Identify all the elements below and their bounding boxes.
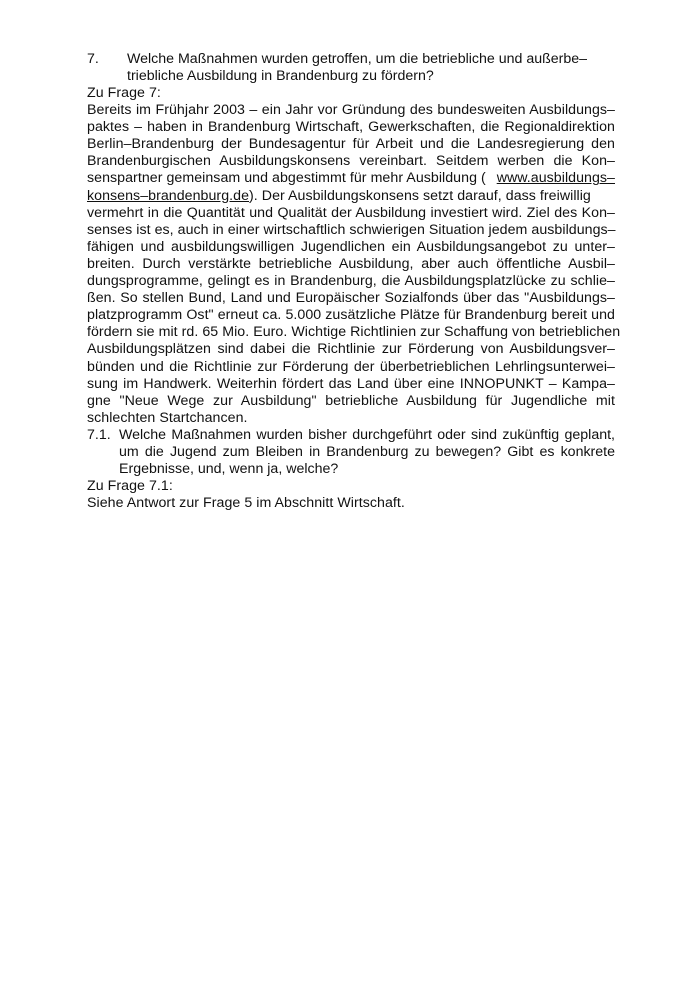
answer-line: [87, 170, 615, 187]
answer-line-text: bünden und die Richtlinie zur Förderung der überbetrieblichen Lehrlingsunterwei–: [87, 358, 615, 375]
answer-line-text: senses ist es, auch in einer wirtschaftlich schwierigen Situation jedem ausbildungs–: [87, 221, 616, 238]
question-line: Ergebnisse, und, wenn ja, welche?: [119, 461, 339, 478]
question-line: [119, 444, 615, 461]
answer-line: [87, 222, 615, 239]
question-line: [127, 51, 615, 68]
question-7: [87, 51, 615, 85]
answer-heading: Zu Frage 7:: [87, 85, 161, 101]
answer-line: [87, 188, 615, 205]
question-line-text: um die Jugend zum Bleiben in Brandenburg zu bewegen? Gibt es konkrete: [119, 444, 615, 461]
question-line-text: Welche Maßnahmen wurden bisher durchgeführt oder sind zukünftig geplant,: [119, 427, 615, 443]
answer-line: [87, 102, 615, 119]
answer-line: [87, 153, 615, 170]
question-number: 7.1.: [87, 427, 111, 443]
question-line: [119, 427, 615, 444]
answer-line: [87, 239, 615, 256]
answer-line-text: sung im Handwerk. Weiterhin fördert das Land über eine INNOPUNKT – Kampa–: [87, 375, 615, 392]
answer-line: [87, 393, 615, 410]
answer-7: [87, 85, 621, 427]
answer-line-text: ). Der Ausbildungskonsens setzt darauf, dass freiwillig: [249, 187, 591, 204]
answer-line-text: breiten. Durch verstärkte betriebliche Ausbildung, aber auch öffentliche Ausbil–: [87, 255, 615, 272]
answer-line: [87, 273, 615, 290]
answer-line: [87, 307, 615, 324]
answer-line-text: senspartner gemeinsam und abgestimmt für mehr Ausbildung (: [87, 170, 486, 187]
answer-line-text: Bereits im Frühjahr 2003 – ein Jahr vor Gründung des bundesweiten Ausbildungs–: [87, 102, 615, 119]
answer-line: schlechten Startchancen.: [87, 409, 248, 426]
website-link-part2[interactable]: konsens–brandenburg.de: [87, 187, 250, 204]
question-text: [119, 427, 615, 478]
website-link-part1[interactable]: www.ausbildungs–: [496, 170, 615, 187]
answer-text: Siehe Antwort zur Frage 5 im Abschnitt Wirtschaft.: [87, 495, 405, 512]
answer-line: [87, 324, 621, 341]
answer-line: [87, 359, 615, 376]
answer-line-text: paktes – haben in Brandenburg Wirtschaft, Gewerkschaften, die Regionaldirektion: [87, 119, 615, 136]
answer-line: [87, 290, 615, 307]
question-7-1: [87, 427, 615, 478]
question-number: 7.: [87, 51, 99, 67]
question-line: triebliche Ausbildung in Brandenburg zu fördern?: [127, 68, 434, 85]
answer-line-text: Ausbildungsplätzen sind dabei die Richtlinie zur Förderung von Ausbildungsver–: [87, 341, 615, 358]
answer-line: [87, 341, 615, 358]
question-text: [127, 51, 615, 85]
answer-line-text: gne "Neue Wege zur Ausbildung" betriebliche Ausbildung für Jugendliche mit: [87, 392, 615, 409]
answer-line: [87, 136, 615, 153]
answer-line: [87, 256, 615, 273]
answer-7-1: [87, 478, 615, 512]
answer-line: [87, 205, 615, 222]
answer-line: [87, 119, 615, 136]
answer-line-text: fördern sie mit rd. 65 Mio. Euro. Wichtige Richtlinien zur Schaffung von betrieblichen: [87, 324, 621, 341]
answer-line-text: Berlin–Brandenburg der Bundesagentur für Arbeit und die Landesregierung den: [87, 136, 615, 153]
answer-line-text: dungsprogramme, gelingt es in Brandenburg, die Ausbildungsplatzlücke zu schlie–: [87, 273, 615, 290]
question-line-text: Welche Maßnahmen wurden getroffen, um die betriebliche und außerbe–: [127, 51, 588, 67]
answer-line-text: ßen. So stellen Bund, Land und Europäischer Sozialfonds über das "Ausbildungs–: [87, 290, 615, 307]
answer-line-text: fähigen und ausbildungswilligen Jugendlichen ein Ausbildungsangebot zu unter–: [87, 238, 615, 255]
answer-line-text: Brandenburgischen Ausbildungskonsens vereinbart. Seitdem werben die Kon–: [87, 153, 615, 170]
answer-line-text: vermehrt in die Quantität und Qualität der Ausbildung investiert wird. Ziel des Kon–: [87, 204, 615, 221]
answer-heading: Zu Frage 7.1:: [87, 478, 173, 494]
answer-line-text: platzprogramm Ost" erneut ca. 5.000 zusätzliche Plätze für Brandenburg bereit und: [87, 307, 615, 324]
answer-line: [87, 376, 615, 393]
